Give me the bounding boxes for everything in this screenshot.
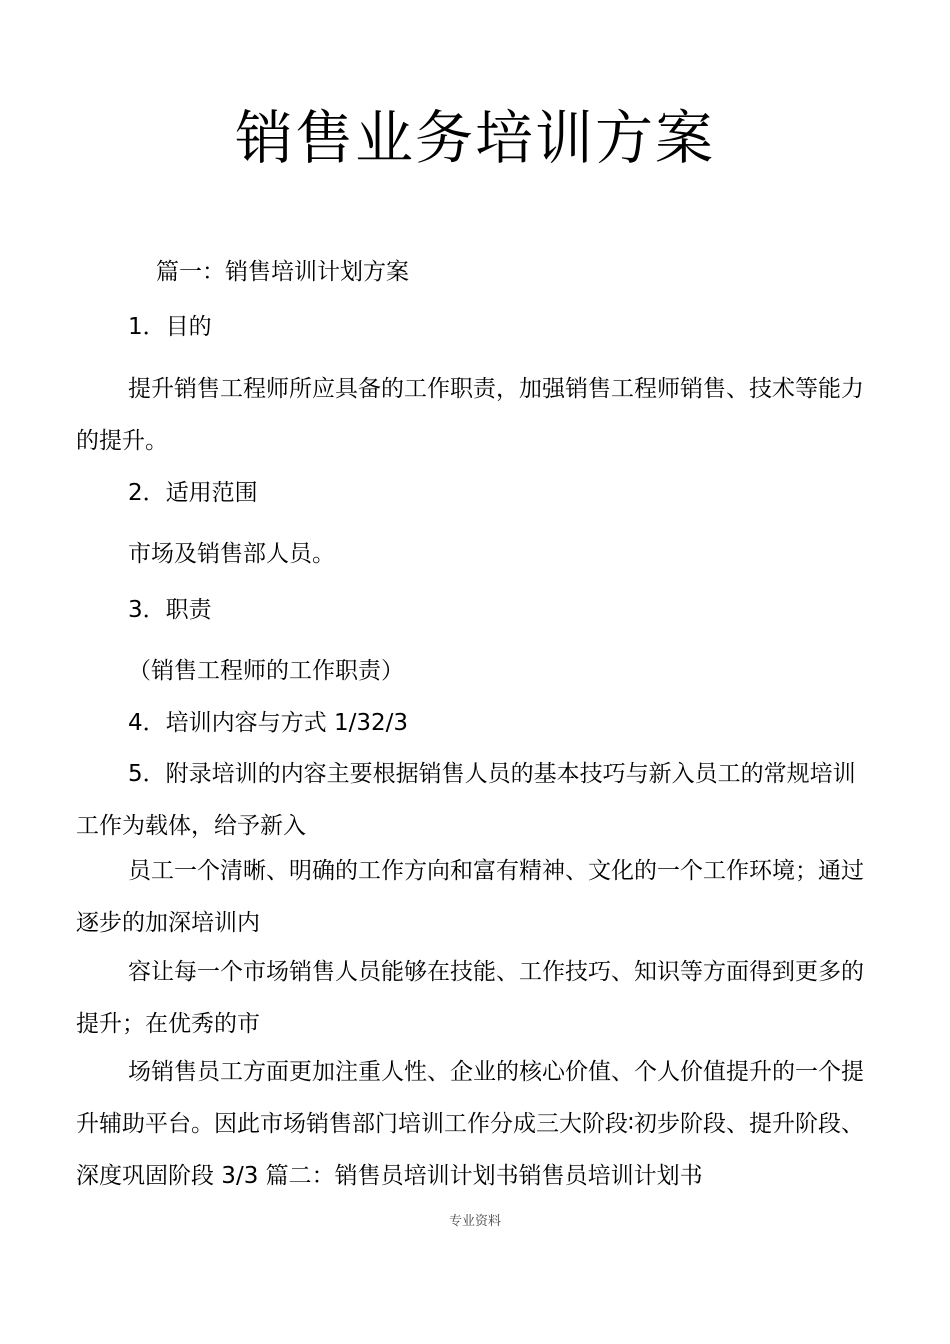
section-heading: 篇一：销售培训计划方案 [156,259,409,285]
document-title: 销售业务培训方案 [234,104,715,172]
item2-heading: 2．适用范围 [128,480,258,506]
item5-paragraph-4: 场销售员工方面更加注重人性、企业的核心价值、个人价值提升的一个提升辅助平台。因此市场销售部门培训工作分成三大阶段∶初步阶段、提升阶段、深度巩固阶段 3/3 篇二：销售员培训计划书销售员培训计划书 [76,1059,864,1189]
item3-heading: 3．职责 [128,597,212,623]
item5-paragraph-1: 5．附录培训的内容主要根据销售人员的基本技巧与新入员工的常规培训工作为载体，给予新入 [76,761,856,839]
item1-heading: 1．目的 [128,314,212,340]
item5-paragraph-2: 员工一个清晰、明确的工作方向和富有精神、文化的一个工作环境；通过逐步的加深培训内 [76,858,864,936]
footer-text: 专业资料 [448,1214,501,1229]
item2-body: 市场及销售部人员。 [128,541,335,567]
item1-body: 提升销售工程师所应具备的工作职责，加强销售工程师销售、技术等能力的提升。 [76,376,864,454]
item3-body: （销售工程师的工作职责） [128,658,404,684]
item4-heading: 4．培训内容与方式 1/32/3 [128,710,408,736]
item5-paragraph-3: 容让每一个市场销售人员能够在技能、工作技巧、知识等方面得到更多的提升；在优秀的市 [76,959,864,1037]
